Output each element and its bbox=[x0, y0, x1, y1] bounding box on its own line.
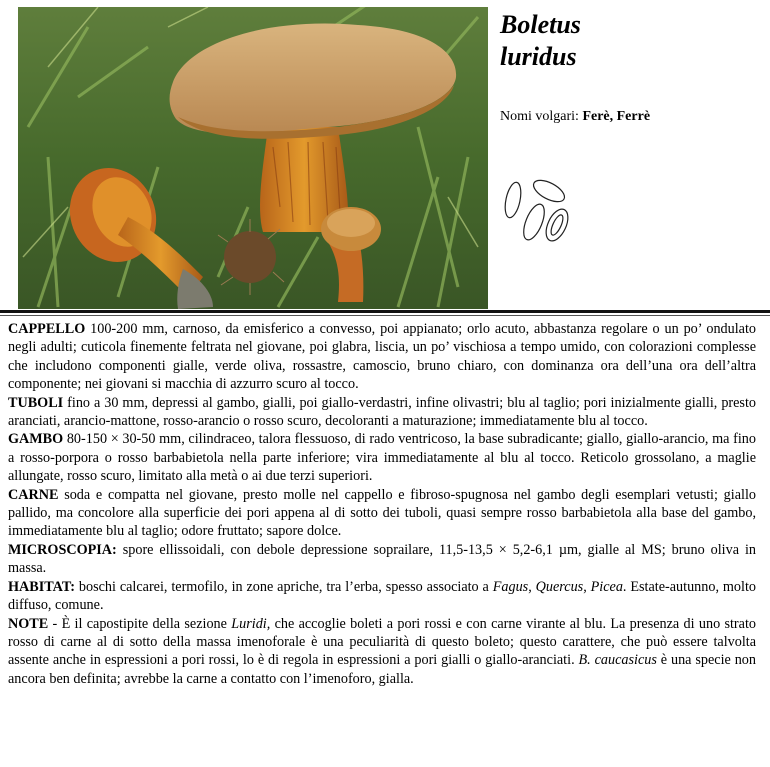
genus-name: Picea bbox=[590, 578, 623, 595]
section-heading: HABITAT: bbox=[8, 578, 75, 595]
section-text: 100-200 mm, carnoso, da emisferico a convesso, poi appianato; orlo acuto, abbastanza regolare o un po’ ondulato negli adulti; cuticola finemente feltrata nel giovane, poi glabra, liscia, un po’ vischiosa a tempo umido, con colorazioni complesse che includono componenti gialle, verde oliva, rossastre, camoscio, bruno chiaro, con dominanza ora dell’una ora dell’altra componente; nei giovani si macchia di azzurro scuro al tocco. bbox=[8, 321, 756, 393]
section-gambo bbox=[8, 430, 756, 485]
section-text: . Estate-autunno, molto diffuso, comune. bbox=[8, 578, 756, 614]
section-text: fino a 30 mm, depressi al gambo, gialli, poi giallo-verdastri, infine olivastri; blu al taglio; pori inizialmente gialli, presto aranciati, arancio-mattone, rosso-arancio o rosso scuro, decoloranti a maturazione; immediatamente blu al tocco. bbox=[8, 394, 756, 430]
common-names bbox=[500, 108, 650, 126]
section-heading: GAMBO bbox=[8, 431, 64, 448]
title-genus: Boletus bbox=[500, 10, 581, 39]
section-text: boschi calcarei, termofilo, in zone apriche, tra l’erba, spesso associato a bbox=[75, 578, 493, 595]
section-microscopia bbox=[8, 541, 756, 578]
title-epithet: luridus bbox=[500, 42, 577, 71]
section-note bbox=[8, 615, 756, 689]
section-text: è una specie non ancora ben definita; avrebbe la carne a contatto con l’imenoforo, gialla. bbox=[8, 652, 756, 687]
section-heading: CAPPELLO bbox=[8, 321, 86, 337]
section-text: che accoglie boleti a pori rossi e con carne virante al blu. La presenza di uno strato rosso di carne al di sotto della massa imenoforale è una peculiarità di questo boleto; questo carattere, che può essere talvolta assente anche in espressioni a pori rossi, lo è di regola in espressioni a pori gialli o giallo-aranciati. bbox=[8, 615, 756, 669]
section-text: 80-150 × 30-50 mm, cilindraceo, talora flessuoso, di rado ventricoso, la base subradicante; giallo, giallo-arancio, ma fino a rosso-porpora o rosso barbabietola nella parte inferiore; vira immediatamente al blu al tocco. Reticolo grossolano, a maglie allungate, rosso scuro, limitato alla metà o ai due terzi superiori. bbox=[8, 431, 756, 485]
section-text: soda e compatta nel giovane, presto molle nel cappello e fibroso-spugnosa nel gambo degli esemplari vetusti; giallo pallido, ma concolore alla superficie dei pori appena al di sotto dei tuboli, quasi sempre rosso barbabietola alla base del gambo, immediatamente blu al taglio; odore fruttato; sapore dolce. bbox=[8, 486, 756, 540]
species-name: B. caucasicus bbox=[578, 652, 657, 669]
section-heading: NOTE bbox=[8, 615, 49, 632]
section-text: - È il capostipite della sezione bbox=[48, 615, 232, 632]
separator: , bbox=[583, 578, 591, 595]
section-habitat bbox=[8, 578, 756, 615]
separator: , bbox=[528, 578, 536, 595]
species-title bbox=[500, 9, 581, 73]
section-heading: CARNE bbox=[8, 486, 59, 503]
section-name: Luridi, bbox=[231, 615, 271, 632]
mushroom-photo bbox=[18, 7, 488, 309]
section-text: spore ellissoidali, con debole depressione soprailare, 11,5-13,5 × 5,2-6,1 µm, gialle al MS; bruno oliva in massa. bbox=[8, 541, 756, 577]
section-carne bbox=[8, 486, 756, 541]
section-heading: MICROSCOPIA: bbox=[8, 541, 117, 558]
spore-drawing bbox=[502, 174, 574, 244]
section-cappello bbox=[8, 320, 756, 394]
common-names-label: Nomi volgari: bbox=[500, 109, 579, 124]
section-heading: TUBOLI bbox=[8, 394, 64, 411]
section-tuboli bbox=[8, 394, 756, 431]
genus-name: Quercus bbox=[535, 578, 584, 595]
divider bbox=[0, 310, 770, 316]
description bbox=[8, 320, 756, 688]
genus-name: Fagus bbox=[492, 578, 529, 595]
common-names-value: Ferè, Ferrè bbox=[582, 109, 651, 124]
